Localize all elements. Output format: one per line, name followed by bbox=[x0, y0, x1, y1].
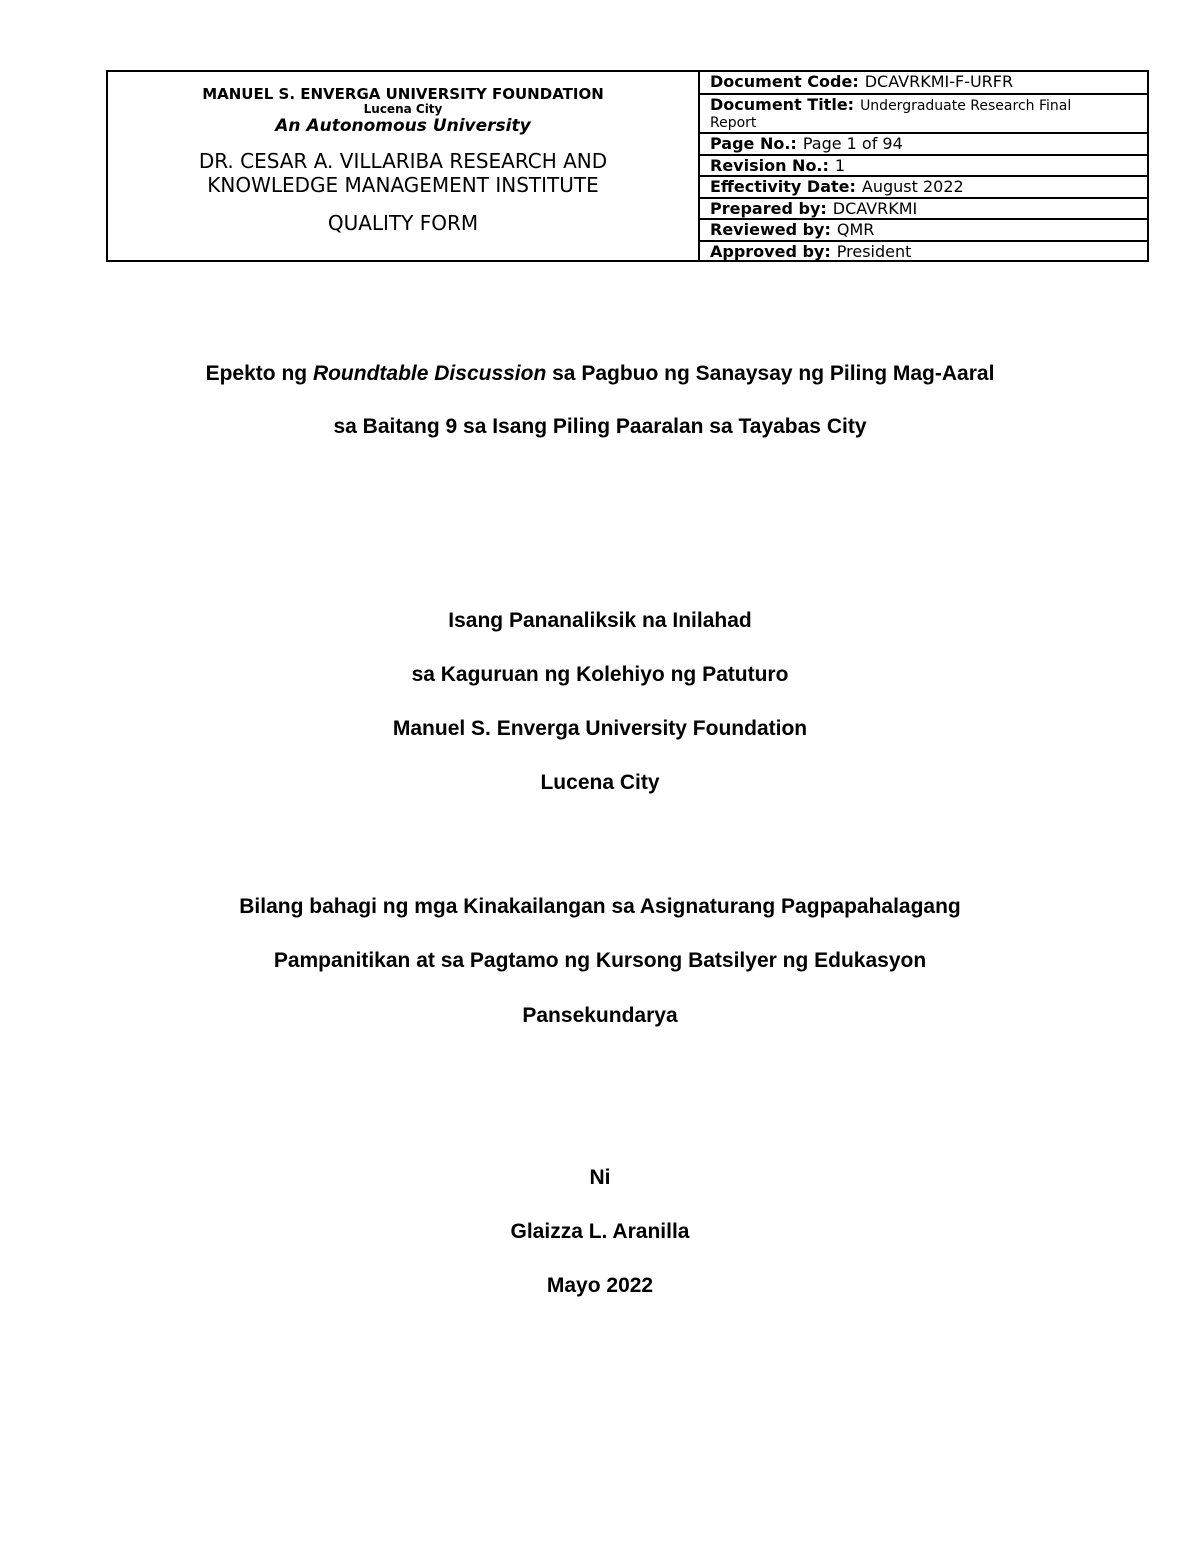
document-header-table bbox=[106, 70, 1149, 262]
autonomous-label: An Autonomous University bbox=[275, 116, 531, 136]
doc-code-value: DCAVRKMI-F-URFR bbox=[864, 72, 1014, 91]
author-by: Ni bbox=[589, 1166, 611, 1189]
requirement-line1: Bilang bahagi ng mga Kinakailangan sa Asignaturang Pagpapahalagang bbox=[239, 895, 961, 918]
presentation-line1: Isang Pananaliksik na Inilahad bbox=[448, 609, 752, 632]
prepared-row bbox=[700, 199, 1147, 220]
institute-name-line1: DR. CESAR A. VILLARIBA RESEARCH AND bbox=[198, 149, 608, 173]
requirement-line2: Pampanitikan at sa Pagtamo ng Kursong Batsilyer ng Edukasyon bbox=[273, 949, 927, 972]
reviewed-row bbox=[700, 220, 1147, 242]
page-no-value: Page 1 of 94 bbox=[802, 134, 903, 153]
revision-value: 1 bbox=[834, 156, 846, 175]
research-title-line1 bbox=[0, 361, 1200, 387]
revision-label: Revision No.: bbox=[710, 156, 829, 175]
research-title-line2: sa Baitang 9 sa Isang Piling Paaralan sa Tayabas City bbox=[333, 415, 867, 438]
university-name: MANUEL S. ENVERGA UNIVERSITY FOUNDATION bbox=[202, 85, 604, 103]
institution-block bbox=[108, 72, 700, 260]
effectivity-row bbox=[700, 177, 1147, 199]
presentation-line4: Lucena City bbox=[540, 771, 660, 794]
effectivity-label: Effectivity Date: bbox=[710, 177, 856, 196]
prepared-value: DCAVRKMI bbox=[832, 199, 918, 218]
reviewed-value: QMR bbox=[836, 220, 875, 239]
title-post: sa Pagbuo ng Sanaysay ng Piling Mag-Aaral bbox=[546, 362, 995, 385]
title-pre: Epekto ng bbox=[205, 362, 313, 385]
prepared-label: Prepared by: bbox=[710, 199, 827, 218]
requirement-line3: Pansekundarya bbox=[522, 1004, 678, 1027]
doc-code-row bbox=[700, 72, 1147, 95]
page-no-row bbox=[700, 134, 1147, 156]
institute-name-line2: KNOWLEDGE MANAGEMENT INSTITUTE bbox=[207, 173, 599, 197]
institute-name bbox=[108, 149, 698, 197]
doc-title-row bbox=[700, 95, 1147, 134]
title-italic: Roundtable Discussion bbox=[312, 362, 547, 385]
approved-label: Approved by: bbox=[710, 242, 831, 261]
university-city: Lucena City bbox=[363, 102, 443, 116]
form-type: QUALITY FORM bbox=[327, 211, 479, 235]
approved-value: President bbox=[836, 242, 912, 261]
doc-title-value: Undergraduate Research Final bbox=[860, 98, 1072, 114]
presentation-line3: Manuel S. Enverga University Foundation bbox=[392, 717, 808, 740]
submission-date: Mayo 2022 bbox=[546, 1274, 654, 1297]
doc-title-value-cont: Report bbox=[710, 115, 757, 131]
reviewed-label: Reviewed by: bbox=[710, 220, 831, 239]
author-name: Glaizza L. Aranilla bbox=[510, 1220, 690, 1243]
document-info-block bbox=[700, 72, 1147, 260]
effectivity-value: August 2022 bbox=[861, 177, 964, 196]
approved-row bbox=[700, 242, 1147, 261]
page-no-label: Page No.: bbox=[710, 134, 797, 153]
doc-code-label: Document Code: bbox=[710, 72, 859, 91]
doc-title-label: Document Title: bbox=[710, 95, 855, 114]
presentation-line2: sa Kaguruan ng Kolehiyo ng Patuturo bbox=[411, 663, 789, 686]
revision-row bbox=[700, 156, 1147, 177]
